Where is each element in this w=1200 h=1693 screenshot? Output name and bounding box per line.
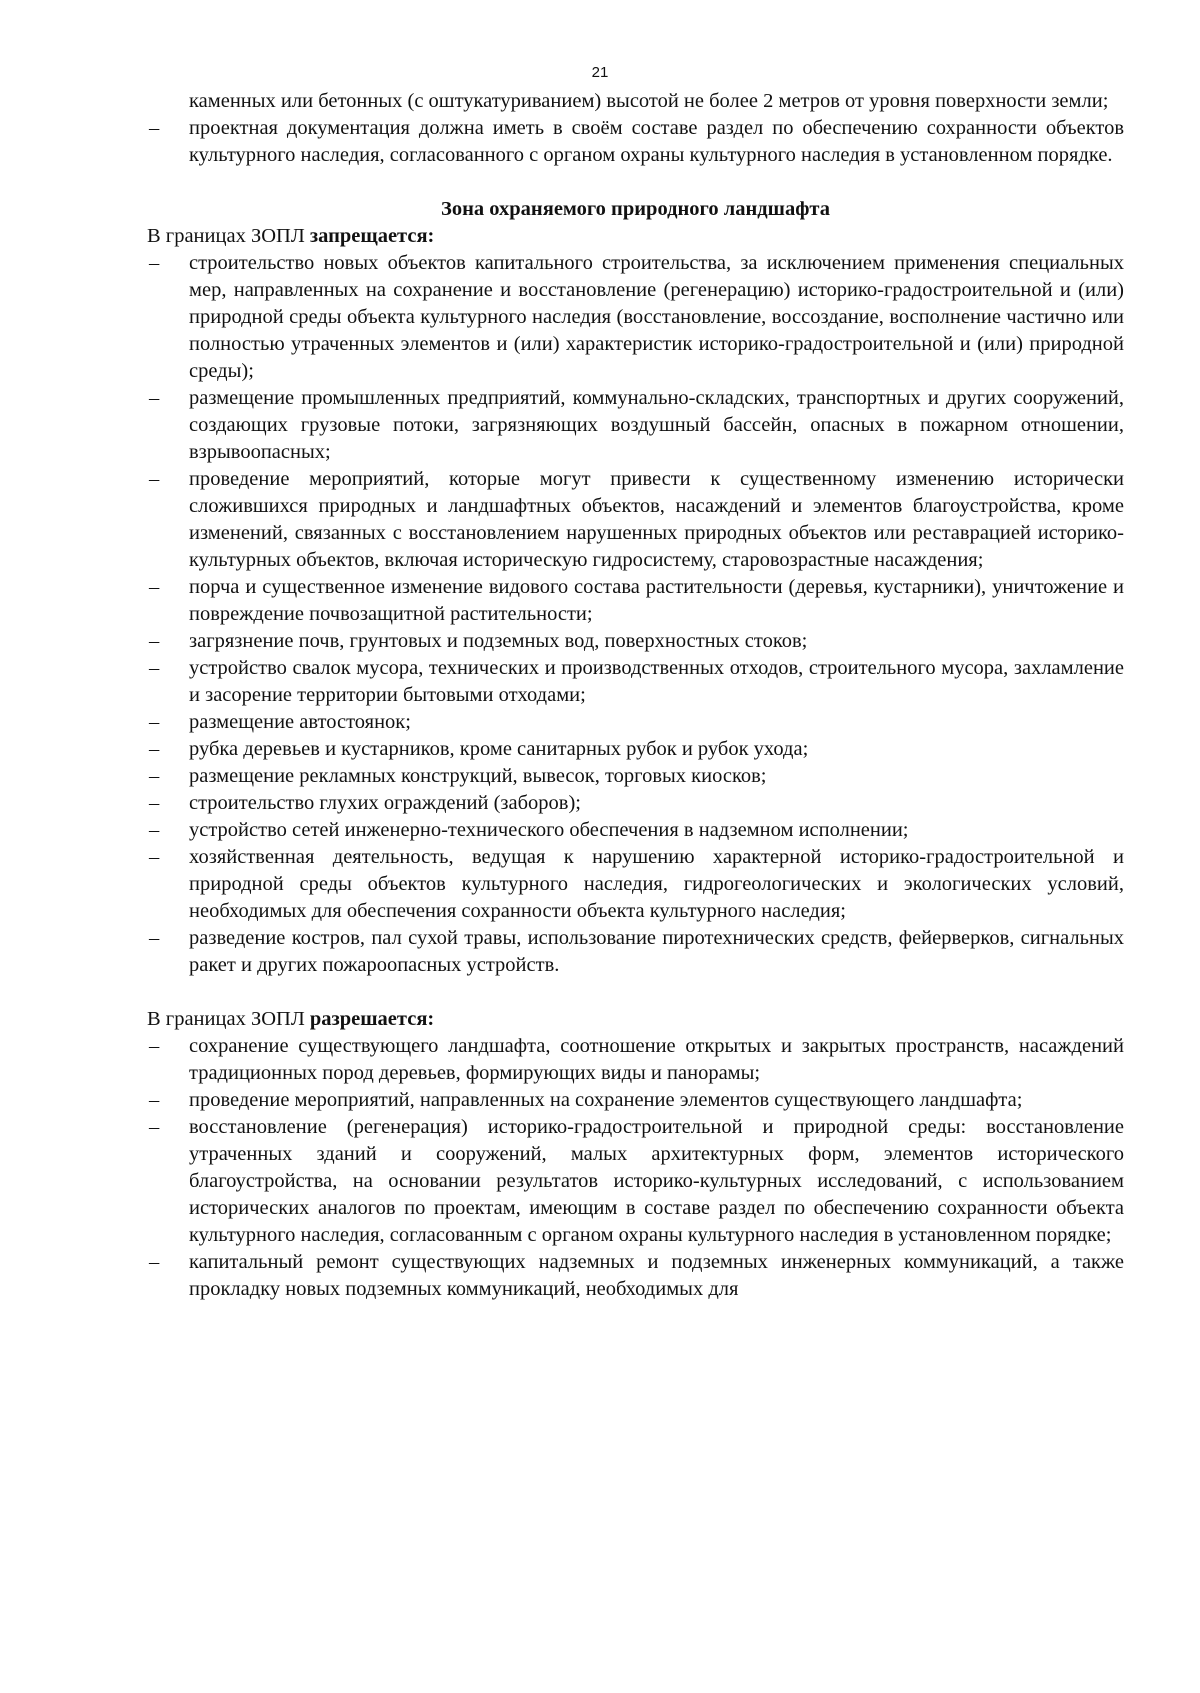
list-dash: – <box>149 387 160 409</box>
permitted-intro <box>147 1006 1124 1033</box>
list-item-text: проектная документация должна иметь в своём составе раздел по обеспечению сохранности объектов культурного наследия, согласованного с органом охраны культурного наследия в установленном порядке. <box>189 117 1124 166</box>
list-item <box>147 466 1124 574</box>
list-dash: – <box>149 1116 160 1138</box>
list-item <box>147 115 1124 169</box>
list-dash: – <box>149 1251 160 1273</box>
list-dash: – <box>149 738 160 760</box>
list-item <box>147 1033 1124 1087</box>
list-dash: – <box>149 711 160 733</box>
list-item-text: рубка деревьев и кустарников, кроме санитарных рубок и рубок ухода; <box>189 738 809 760</box>
list-dash: – <box>149 846 160 868</box>
list-dash: – <box>149 252 160 274</box>
list-item-text: строительство новых объектов капитального строительства, за исключением применения специальных мер, направленных на сохранение и восстановление (регенерацию) историко-градостроительной и (или) природной среды объекта культурного наследия (восстановление, воссоздание, восполнение частично или полностью утраченных элементов и (или) характеристик историко-градостроительной и (или) природной среды); <box>189 252 1124 382</box>
list-item-text: устройство сетей инженерно-технического обеспечения в надземном исполнении; <box>189 819 909 841</box>
permitted-intro-prefix: В границах ЗОПЛ <box>147 1008 310 1030</box>
section-title: Зона охраняемого природного ландшафта <box>441 198 830 220</box>
list-item-text: хозяйственная деятельность, ведущая к нарушению характерной историко-градостроительной и природной среды объектов культурного наследия, гидрогеологических и экологических условий, необходимых для обеспечения сохранности объекта культурного наследия; <box>189 846 1124 922</box>
list-item <box>147 1087 1124 1114</box>
list-item-text: размещение промышленных предприятий, коммунально-складских, транспортных и других сооружений, создающих грузовые потоки, загрязняющих воздушный бассейн, опасных в пожарном отношении, взрывоопасных; <box>189 387 1124 463</box>
list-item-text: разведение костров, пал сухой травы, использование пиротехнических средств, фейерверков, сигнальных ракет и других пожароопасных устройств. <box>189 927 1124 976</box>
prohibited-intro-prefix: В границах ЗОПЛ <box>147 225 310 247</box>
list-dash: – <box>149 1035 160 1057</box>
list-item-text: проведение мероприятий, которые могут привести к существенному изменению исторически сложившихся природных и ландшафтных объектов, насаждений и элементов благоустройства, кроме изменений, связанных с восстановлением нарушенных природных объектов или реставрацией историко-культурных объектов, включая историческую гидросистему, старовозрастные насаждения; <box>189 468 1124 571</box>
document-body <box>147 88 1124 1303</box>
continuation-block <box>147 88 1124 115</box>
list-item <box>147 709 1124 736</box>
list-item-text: восстановление (регенерация) историко-градостроительной и природной среды: восстановление утраченных зданий и сооружений, малых архитектурных форм, элементов исторического благоустройства, на основании результатов историко-культурных исследований, с использованием исторических аналогов по проектам, имеющим в составе раздел по обеспечению сохранности объекта культурного наследия, согласованным с органом охраны культурного наследия в установленном порядке; <box>189 1116 1124 1246</box>
list-dash: – <box>149 630 160 652</box>
list-item <box>147 385 1124 466</box>
prohibited-intro-bold: запрещается: <box>309 225 435 247</box>
list-item-text: устройство свалок мусора, технических и производственных отходов, строительного мусора, захламление и засорение территории бытовыми отходами; <box>189 657 1124 706</box>
permitted-list <box>147 1033 1124 1303</box>
list-dash: – <box>149 117 160 139</box>
list-item <box>147 1249 1124 1303</box>
list-dash: – <box>149 819 160 841</box>
top-list <box>147 115 1124 169</box>
list-item-text: сохранение существующего ландшафта, соотношение открытых и закрытых пространств, насаждений традиционных пород деревьев, формирующих виды и панорамы; <box>189 1035 1124 1084</box>
list-dash: – <box>149 927 160 949</box>
list-dash: – <box>149 792 160 814</box>
list-item-text: порча и существенное изменение видового состава растительности (деревья, кустарники), уничтожение и повреждение почвозащитной растительности; <box>189 576 1124 625</box>
list-item-text: размещение рекламных конструкций, вывесок, торговых киосков; <box>189 765 767 787</box>
permitted-intro-bold: разрешается: <box>309 1008 435 1030</box>
list-item <box>147 736 1124 763</box>
list-dash: – <box>149 468 160 490</box>
list-item-text: капитальный ремонт существующих надземных и подземных инженерных коммуникаций, а также прокладку новых подземных коммуникаций, необходимых для <box>189 1251 1124 1300</box>
list-item <box>147 925 1124 979</box>
list-item <box>147 655 1124 709</box>
list-item <box>147 790 1124 817</box>
prohibited-intro <box>147 223 1124 250</box>
list-item-text: размещение автостоянок; <box>189 711 411 733</box>
list-dash: – <box>149 657 160 679</box>
list-item <box>147 817 1124 844</box>
list-item <box>147 250 1124 385</box>
list-item <box>147 763 1124 790</box>
section-gap <box>147 979 1124 1006</box>
list-item-text: загрязнение почв, грунтовых и подземных вод, поверхностных стоков; <box>189 630 808 652</box>
list-dash: – <box>149 1089 160 1111</box>
list-item <box>147 628 1124 655</box>
list-dash: – <box>149 576 160 598</box>
list-item <box>147 88 1124 115</box>
list-item-text: строительство глухих ограждений (заборов); <box>189 792 581 814</box>
list-item-text: проведение мероприятий, направленных на сохранение элементов существующего ландшафта; <box>189 1089 1023 1111</box>
list-item <box>147 574 1124 628</box>
list-item <box>147 844 1124 925</box>
prohibited-list <box>147 250 1124 979</box>
page-number: 21 <box>591 64 609 81</box>
list-item <box>147 1114 1124 1249</box>
list-item-text: каменных или бетонных (с оштукатуриванием) высотой не более 2 метров от уровня поверхности земли; <box>189 90 1109 112</box>
list-dash: – <box>149 765 160 787</box>
